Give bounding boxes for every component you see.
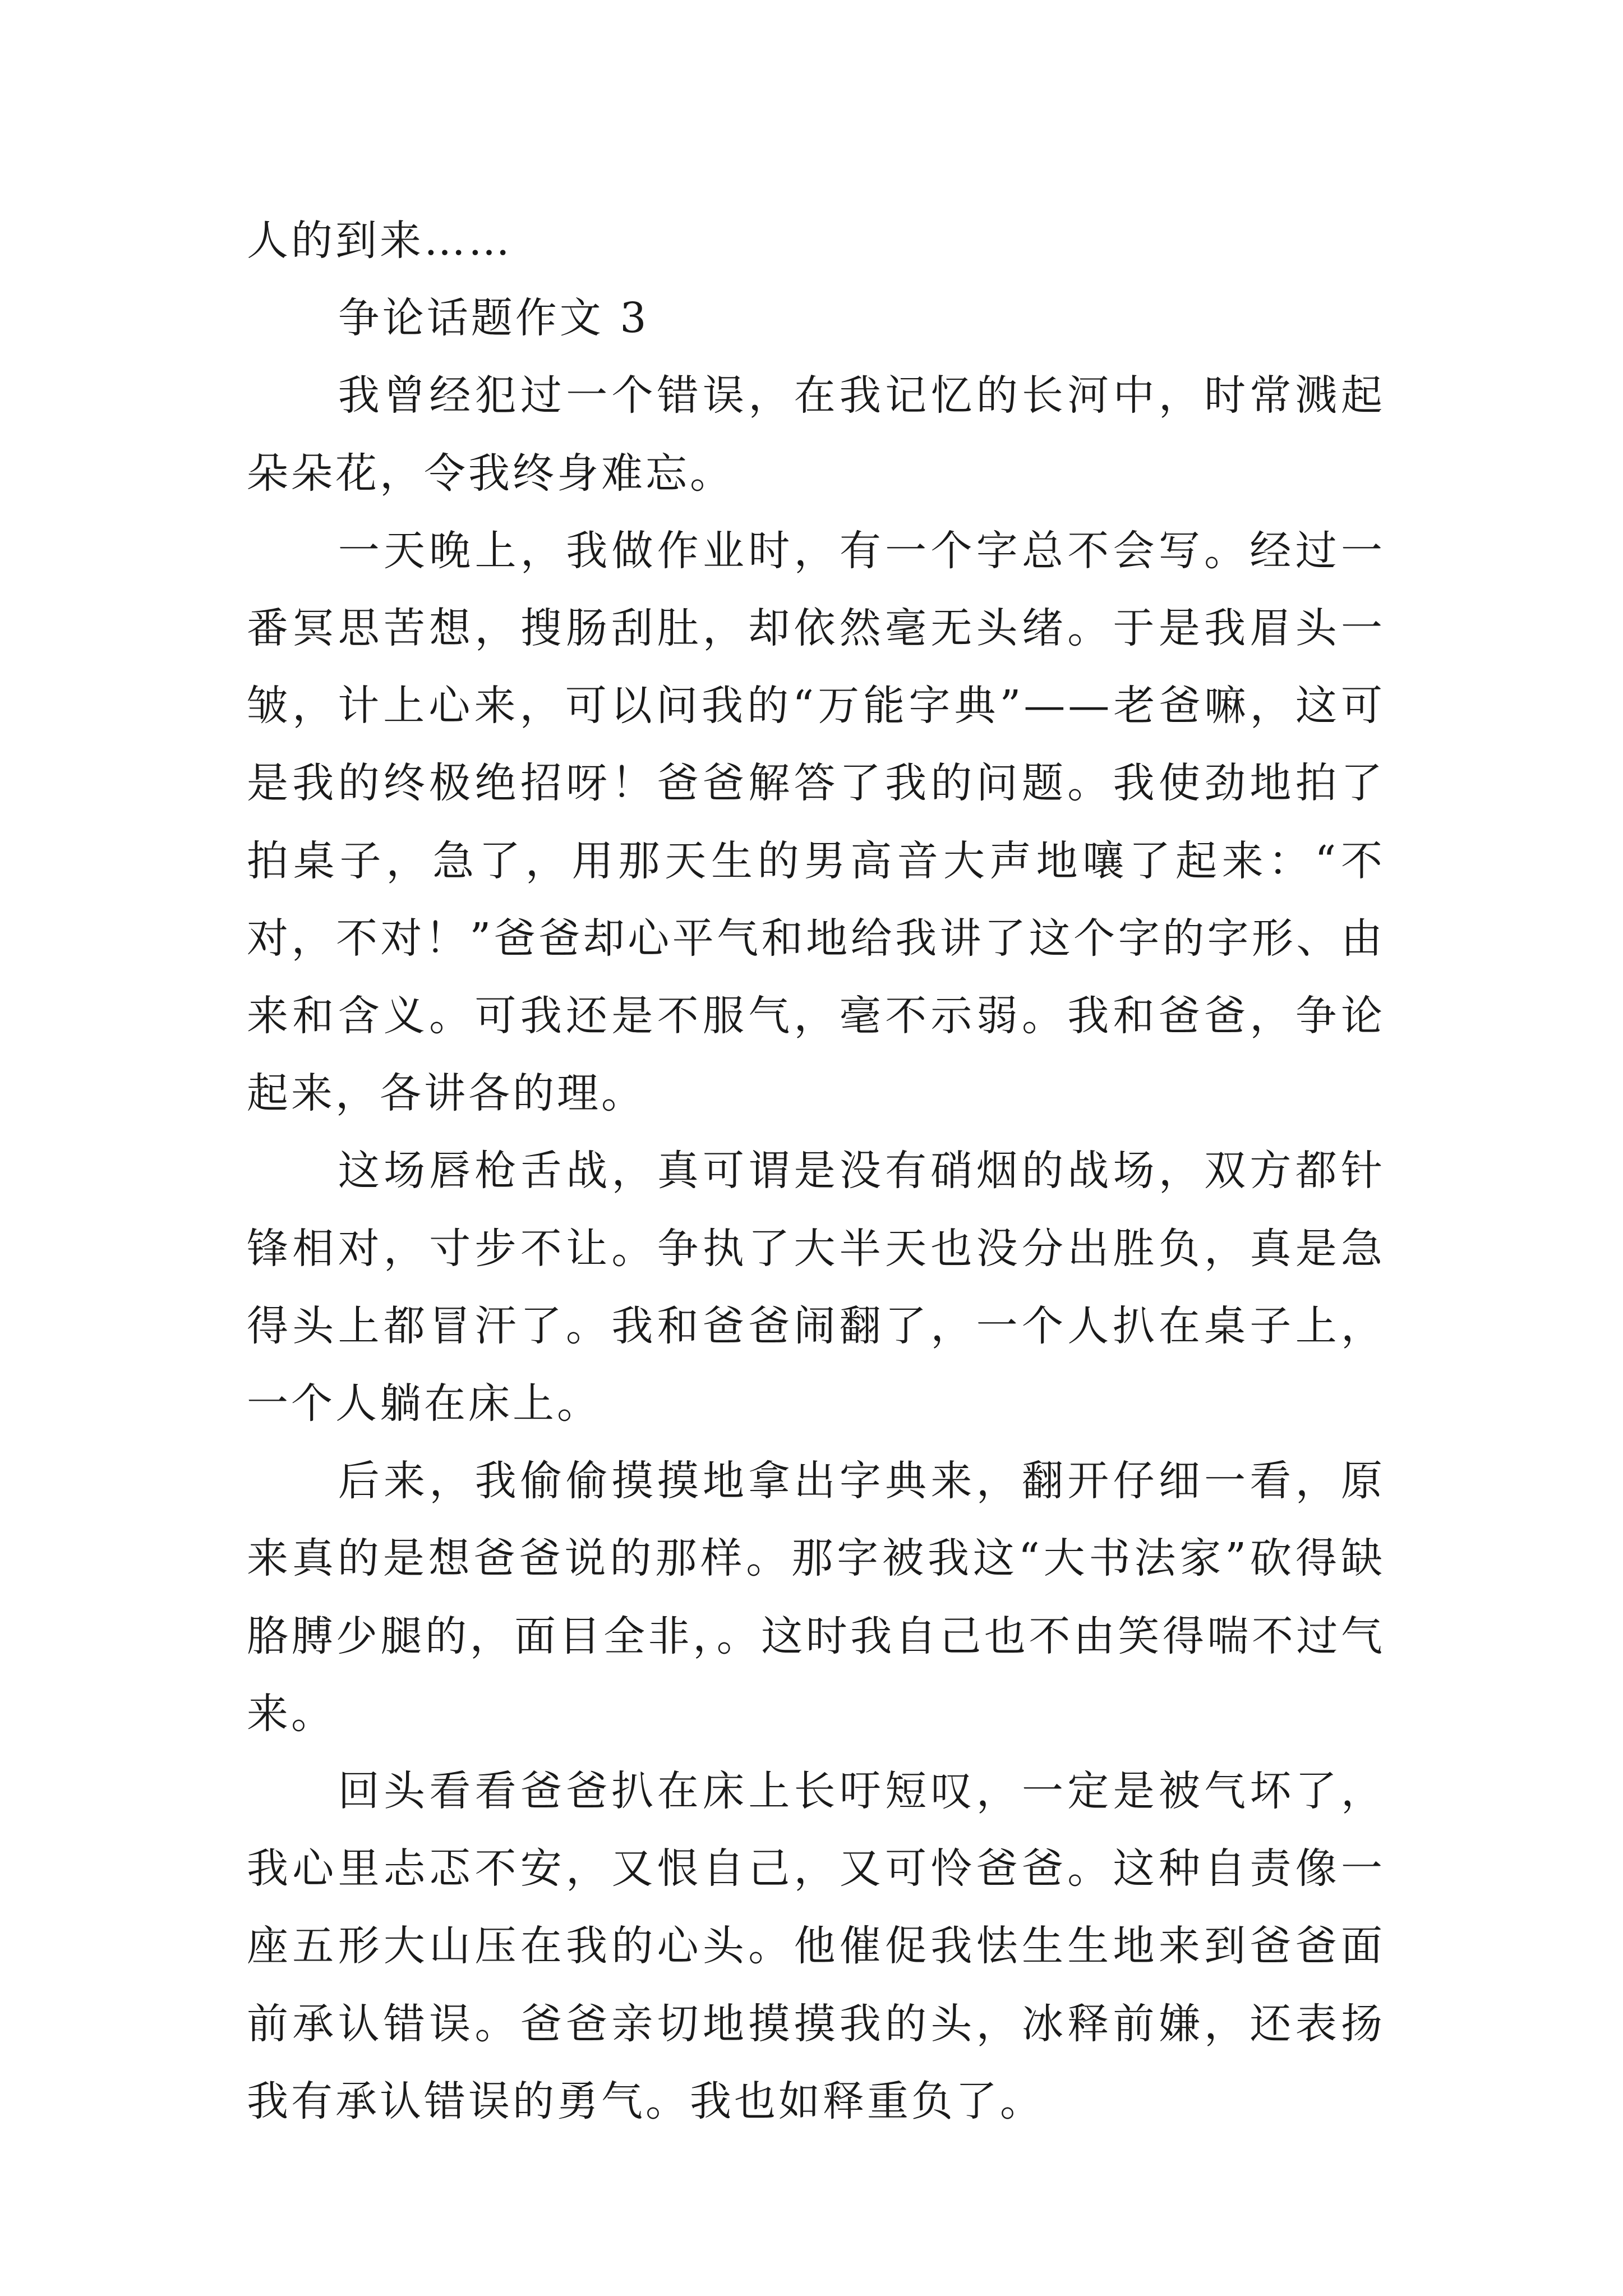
paragraph-5: 回头看看爸爸扒在床上长吁短叹，一定是被气坏了，我心里忐忑不安，又恨自己，又可怜爸爸。这种自责像一座五形大山压在我的心头。他催促我怯生生地来到爸爸面前承认错误。爸爸亲切地摸摸我的头，冰释前嫌，还表扬我有承认错误的勇气。我也如释重负了。 <box>247 1767 1385 2125</box>
paragraph-4: 后来，我偷偷摸摸地拿出字典来，翻开仔细一看，原来真的是想爸爸说的那样。那字被我这“大书法家”砍得缺胳膊少腿的，面目全非，。这时我自己也不由笑得喘不过气来。 <box>247 1457 1385 1738</box>
essay-heading: 争论话题作文 3 <box>338 294 649 343</box>
continuation-line: 人的到来…… <box>247 217 513 265</box>
paragraph-1: 我曾经犯过一个错误，在我记忆的长河中，时常溅起朵朵花，令我终身难忘。 <box>247 371 1385 498</box>
paragraph-3: 这场唇枪舌战，真可谓是没有硝烟的战场，双方都针锋相对，寸步不让。争执了大半天也没分出胜负，真是急得头上都冒汗了。我和爸爸闹翻了，一个人扒在桌子上，一个人躺在床上。 <box>247 1147 1385 1428</box>
essay-body <box>247 202 1385 2140</box>
paragraph-2: 一天晚上，我做作业时，有一个字总不会写。经过一番冥思苦想，搜肠刮肚，却依然毫无头绪。于是我眉头一皱，计上心来，可以问我的“万能字典”——老爸嘛，这可是我的终极绝招呀！爸爸解答了我的问题。我使劲地拍了拍桌子，急了，用那天生的男高音大声地嚷了起来：“不对，不对！”爸爸却心平气和地给我讲了这个字的字形、由来和含义。可我还是不服气，毫不示弱。我和爸爸，争论起来，各讲各的理。 <box>247 526 1385 1118</box>
